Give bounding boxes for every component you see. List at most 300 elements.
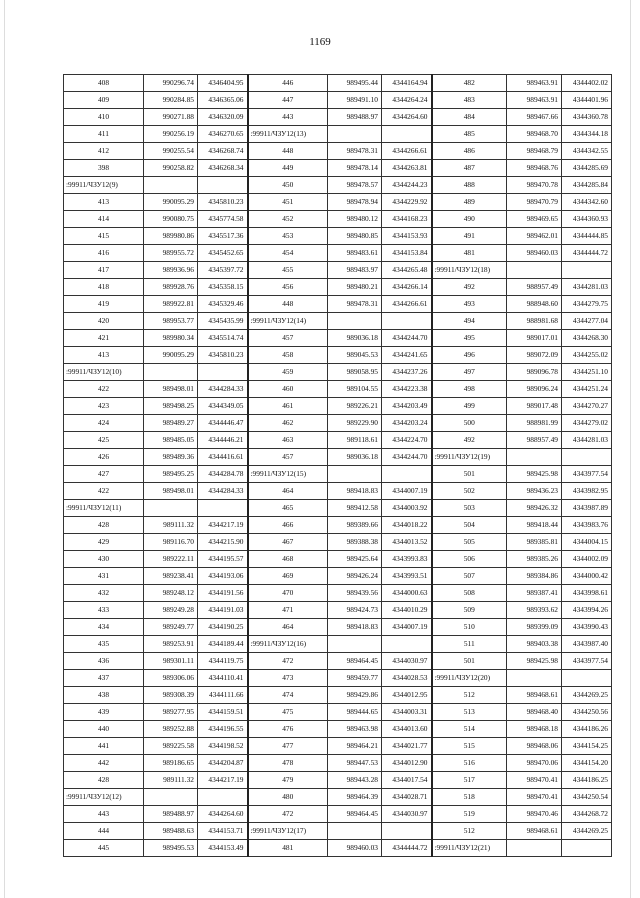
empty-cell — [144, 500, 198, 517]
x-coordinate-cell: 989462.01 — [507, 228, 562, 245]
y-coordinate-cell: 4344279.02 — [562, 415, 612, 432]
table-row — [64, 721, 612, 738]
parcel-title-cell: :99911/ЧЗУ12(15) — [248, 466, 328, 483]
y-coordinate-cell: 4344268.30 — [562, 330, 612, 347]
x-coordinate-cell: 988957.49 — [507, 432, 562, 449]
parcel-title-cell: :99911/ЧЗУ12(9) — [64, 177, 144, 194]
x-coordinate-cell: 989229.90 — [328, 415, 382, 432]
table-row — [64, 415, 612, 432]
x-coordinate-cell: 989308.39 — [144, 687, 198, 704]
y-coordinate-cell: 4344250.56 — [562, 704, 612, 721]
x-coordinate-cell: 989045.53 — [328, 347, 382, 364]
x-coordinate-cell: 989104.55 — [328, 381, 382, 398]
y-coordinate-cell: 4343998.61 — [562, 585, 612, 602]
point-number-cell: 426 — [64, 449, 144, 466]
point-number-cell: 437 — [64, 670, 144, 687]
x-coordinate-cell: 989468.70 — [507, 126, 562, 143]
table-row — [64, 619, 612, 636]
point-number-cell: 467 — [248, 534, 328, 551]
point-number-cell: 489 — [432, 194, 507, 211]
x-coordinate-cell: 989480.12 — [328, 211, 382, 228]
point-number-cell: 436 — [64, 653, 144, 670]
table-row — [64, 738, 612, 755]
x-coordinate-cell: 989478.31 — [328, 143, 382, 160]
x-coordinate-cell: 989036.18 — [328, 330, 382, 347]
point-number-cell: 464 — [248, 619, 328, 636]
point-number-cell: 492 — [432, 432, 507, 449]
y-coordinate-cell: 4344030.97 — [382, 653, 432, 670]
y-coordinate-cell: 4344284.78 — [198, 466, 248, 483]
parcel-title-cell: :99911/ЧЗУ12(13) — [248, 126, 328, 143]
x-coordinate-cell: 989253.91 — [144, 636, 198, 653]
point-number-cell: 428 — [64, 772, 144, 789]
empty-cell — [144, 177, 198, 194]
x-coordinate-cell: 989489.27 — [144, 415, 198, 432]
table-row — [64, 449, 612, 466]
y-coordinate-cell: 4344003.92 — [382, 500, 432, 517]
point-number-cell: 418 — [64, 279, 144, 296]
point-number-cell: 516 — [432, 755, 507, 772]
point-number-cell: 480 — [248, 789, 328, 806]
point-number-cell: 454 — [248, 245, 328, 262]
empty-cell — [562, 670, 612, 687]
point-number-cell: 513 — [432, 704, 507, 721]
empty-cell — [382, 126, 432, 143]
y-coordinate-cell: 4344446.47 — [198, 415, 248, 432]
point-number-cell: 411 — [64, 126, 144, 143]
y-coordinate-cell: 4344198.52 — [198, 738, 248, 755]
point-number-cell: 440 — [64, 721, 144, 738]
x-coordinate-cell: 989096.24 — [507, 381, 562, 398]
table-row — [64, 568, 612, 585]
y-coordinate-cell: 4344268.72 — [562, 806, 612, 823]
x-coordinate-cell: 989464.39 — [328, 789, 382, 806]
empty-cell — [198, 364, 248, 381]
point-number-cell: 442 — [64, 755, 144, 772]
y-coordinate-cell: 4344002.09 — [562, 551, 612, 568]
y-coordinate-cell: 4344402.02 — [562, 75, 612, 92]
y-coordinate-cell: 4344186.26 — [562, 721, 612, 738]
point-number-cell: 420 — [64, 313, 144, 330]
point-number-cell: 457 — [248, 330, 328, 347]
point-number-cell: 472 — [248, 653, 328, 670]
empty-cell — [382, 313, 432, 330]
parcel-title-cell: :99911/ЧЗУ12(11) — [64, 500, 144, 517]
point-number-cell: 451 — [248, 194, 328, 211]
point-number-cell: 435 — [64, 636, 144, 653]
y-coordinate-cell: 4344444.85 — [562, 228, 612, 245]
x-coordinate-cell: 990256.19 — [144, 126, 198, 143]
x-coordinate-cell: 989249.77 — [144, 619, 198, 636]
point-number-cell: 423 — [64, 398, 144, 415]
y-coordinate-cell: 4344342.55 — [562, 143, 612, 160]
x-coordinate-cell: 989118.61 — [328, 432, 382, 449]
y-coordinate-cell: 4344360.78 — [562, 109, 612, 126]
x-coordinate-cell: 988981.99 — [507, 415, 562, 432]
point-number-cell: 439 — [64, 704, 144, 721]
point-number-cell: 499 — [432, 398, 507, 415]
coordinates-table — [63, 74, 612, 857]
x-coordinate-cell: 989485.05 — [144, 432, 198, 449]
point-number-cell: 482 — [432, 75, 507, 92]
table-row — [64, 398, 612, 415]
point-number-cell: 449 — [248, 160, 328, 177]
parcel-title-cell: :99911/ЧЗУ12(21) — [432, 840, 507, 857]
empty-cell — [507, 449, 562, 466]
y-coordinate-cell: 4344004.15 — [562, 534, 612, 551]
x-coordinate-cell: 989389.66 — [328, 517, 382, 534]
point-number-cell: 428 — [64, 517, 144, 534]
y-coordinate-cell: 4344195.57 — [198, 551, 248, 568]
x-coordinate-cell: 989928.76 — [144, 279, 198, 296]
y-coordinate-cell: 4344000.42 — [562, 568, 612, 585]
y-coordinate-cell: 4343990.43 — [562, 619, 612, 636]
x-coordinate-cell: 989439.56 — [328, 585, 382, 602]
x-coordinate-cell: 989403.38 — [507, 636, 562, 653]
x-coordinate-cell: 990296.74 — [144, 75, 198, 92]
y-coordinate-cell: 4344007.19 — [382, 483, 432, 500]
x-coordinate-cell: 989429.86 — [328, 687, 382, 704]
point-number-cell: 486 — [432, 143, 507, 160]
y-coordinate-cell: 4346365.06 — [198, 92, 248, 109]
y-coordinate-cell: 4344266.61 — [382, 143, 432, 160]
x-coordinate-cell: 989463.98 — [328, 721, 382, 738]
table-row — [64, 211, 612, 228]
point-number-cell: 448 — [248, 296, 328, 313]
x-coordinate-cell: 989980.86 — [144, 228, 198, 245]
empty-cell — [507, 262, 562, 279]
x-coordinate-cell: 989116.70 — [144, 534, 198, 551]
x-coordinate-cell: 989436.23 — [507, 483, 562, 500]
x-coordinate-cell: 989478.94 — [328, 194, 382, 211]
x-coordinate-cell: 989460.03 — [328, 840, 382, 857]
empty-cell — [328, 636, 382, 653]
x-coordinate-cell: 989058.95 — [328, 364, 382, 381]
x-coordinate-cell: 989426.24 — [328, 568, 382, 585]
point-number-cell: 487 — [432, 160, 507, 177]
x-coordinate-cell: 988948.60 — [507, 296, 562, 313]
point-number-cell: 452 — [248, 211, 328, 228]
y-coordinate-cell: 4344018.22 — [382, 517, 432, 534]
y-coordinate-cell: 4344007.19 — [382, 619, 432, 636]
empty-cell — [144, 789, 198, 806]
point-number-cell: 506 — [432, 551, 507, 568]
x-coordinate-cell: 989412.58 — [328, 500, 382, 517]
table-row — [64, 466, 612, 483]
point-number-cell: 483 — [432, 92, 507, 109]
point-number-cell: 495 — [432, 330, 507, 347]
table-row — [64, 126, 612, 143]
point-number-cell: 416 — [64, 245, 144, 262]
x-coordinate-cell: 989248.12 — [144, 585, 198, 602]
x-coordinate-cell: 989922.81 — [144, 296, 198, 313]
y-coordinate-cell: 4345514.74 — [198, 330, 248, 347]
y-coordinate-cell: 4344028.71 — [382, 789, 432, 806]
point-number-cell: 443 — [64, 806, 144, 823]
x-coordinate-cell: 989387.41 — [507, 585, 562, 602]
table-row — [64, 602, 612, 619]
x-coordinate-cell: 989495.53 — [144, 840, 198, 857]
table-row — [64, 704, 612, 721]
point-number-cell: 509 — [432, 602, 507, 619]
x-coordinate-cell: 989468.18 — [507, 721, 562, 738]
y-coordinate-cell: 4344229.92 — [382, 194, 432, 211]
empty-cell — [562, 262, 612, 279]
table-row — [64, 330, 612, 347]
x-coordinate-cell: 989460.03 — [507, 245, 562, 262]
y-coordinate-cell: 4344277.04 — [562, 313, 612, 330]
parcel-title-cell: :99911/ЧЗУ12(19) — [432, 449, 507, 466]
y-coordinate-cell: 4344250.54 — [562, 789, 612, 806]
point-number-cell: 448 — [248, 143, 328, 160]
x-coordinate-cell: 989425.98 — [507, 653, 562, 670]
y-coordinate-cell: 4344269.25 — [562, 823, 612, 840]
y-coordinate-cell: 4344223.38 — [382, 381, 432, 398]
x-coordinate-cell: 989222.11 — [144, 551, 198, 568]
y-coordinate-cell: 4344285.69 — [562, 160, 612, 177]
x-coordinate-cell: 989464.45 — [328, 653, 382, 670]
y-coordinate-cell: 4344284.33 — [198, 483, 248, 500]
point-number-cell: 493 — [432, 296, 507, 313]
x-coordinate-cell: 989495.25 — [144, 466, 198, 483]
y-coordinate-cell: 4344342.60 — [562, 194, 612, 211]
y-coordinate-cell: 4344244.70 — [382, 330, 432, 347]
y-coordinate-cell: 4344265.48 — [382, 262, 432, 279]
point-number-cell: 478 — [248, 755, 328, 772]
x-coordinate-cell: 989444.65 — [328, 704, 382, 721]
table-row — [64, 670, 612, 687]
x-coordinate-cell: 989017.01 — [507, 330, 562, 347]
y-coordinate-cell: 4343987.40 — [562, 636, 612, 653]
x-coordinate-cell: 989467.66 — [507, 109, 562, 126]
point-number-cell: 458 — [248, 347, 328, 364]
y-coordinate-cell: 4344446.21 — [198, 432, 248, 449]
table-row — [64, 194, 612, 211]
point-number-cell: 497 — [432, 364, 507, 381]
point-number-cell: 443 — [248, 109, 328, 126]
point-number-cell: 459 — [248, 364, 328, 381]
x-coordinate-cell: 989498.01 — [144, 381, 198, 398]
point-number-cell: 453 — [248, 228, 328, 245]
y-coordinate-cell: 4344193.06 — [198, 568, 248, 585]
point-number-cell: 481 — [248, 840, 328, 857]
point-number-cell: 468 — [248, 551, 328, 568]
x-coordinate-cell: 989384.86 — [507, 568, 562, 585]
x-coordinate-cell: 989491.10 — [328, 92, 382, 109]
empty-cell — [562, 840, 612, 857]
x-coordinate-cell: 989464.21 — [328, 738, 382, 755]
table-row — [64, 160, 612, 177]
x-coordinate-cell: 989399.09 — [507, 619, 562, 636]
point-number-cell: 465 — [248, 500, 328, 517]
table-row — [64, 823, 612, 840]
table-row — [64, 381, 612, 398]
y-coordinate-cell: 4344153.71 — [198, 823, 248, 840]
point-number-cell: 519 — [432, 806, 507, 823]
y-coordinate-cell: 4344204.87 — [198, 755, 248, 772]
point-number-cell: 476 — [248, 721, 328, 738]
point-number-cell: 425 — [64, 432, 144, 449]
y-coordinate-cell: 4344154.25 — [562, 738, 612, 755]
y-coordinate-cell: 4346270.65 — [198, 126, 248, 143]
point-number-cell: 427 — [64, 466, 144, 483]
point-number-cell: 463 — [248, 432, 328, 449]
y-coordinate-cell: 4344444.72 — [562, 245, 612, 262]
x-coordinate-cell: 989443.28 — [328, 772, 382, 789]
x-coordinate-cell: 989424.73 — [328, 602, 382, 619]
table-row — [64, 687, 612, 704]
y-coordinate-cell: 4344269.25 — [562, 687, 612, 704]
table-row — [64, 517, 612, 534]
x-coordinate-cell: 990258.82 — [144, 160, 198, 177]
y-coordinate-cell: 4343987.89 — [562, 500, 612, 517]
point-number-cell: 491 — [432, 228, 507, 245]
x-coordinate-cell: 989470.78 — [507, 177, 562, 194]
y-coordinate-cell: 4344255.02 — [562, 347, 612, 364]
x-coordinate-cell: 989488.63 — [144, 823, 198, 840]
point-number-cell: 517 — [432, 772, 507, 789]
y-coordinate-cell: 4344444.72 — [382, 840, 432, 857]
point-number-cell: 475 — [248, 704, 328, 721]
table-row — [64, 840, 612, 857]
empty-cell — [198, 500, 248, 517]
x-coordinate-cell: 989470.06 — [507, 755, 562, 772]
x-coordinate-cell: 989036.18 — [328, 449, 382, 466]
point-number-cell: 430 — [64, 551, 144, 568]
point-number-cell: 460 — [248, 381, 328, 398]
x-coordinate-cell: 989498.01 — [144, 483, 198, 500]
x-coordinate-cell: 990284.85 — [144, 92, 198, 109]
y-coordinate-cell: 4344012.95 — [382, 687, 432, 704]
parcel-title-cell: :99911/ЧЗУ12(14) — [248, 313, 328, 330]
table-row — [64, 262, 612, 279]
point-number-cell: 473 — [248, 670, 328, 687]
y-coordinate-cell: 4344224.70 — [382, 432, 432, 449]
y-coordinate-cell: 4343994.26 — [562, 602, 612, 619]
y-coordinate-cell: 4344264.60 — [382, 109, 432, 126]
point-number-cell: 422 — [64, 381, 144, 398]
x-coordinate-cell: 989470.79 — [507, 194, 562, 211]
y-coordinate-cell: 4344285.84 — [562, 177, 612, 194]
x-coordinate-cell: 989468.06 — [507, 738, 562, 755]
scan-edge-left — [4, 0, 5, 898]
point-number-cell: 501 — [432, 466, 507, 483]
point-number-cell: 462 — [248, 415, 328, 432]
x-coordinate-cell: 989464.45 — [328, 806, 382, 823]
x-coordinate-cell: 989072.09 — [507, 347, 562, 364]
y-coordinate-cell: 4344241.65 — [382, 347, 432, 364]
y-coordinate-cell: 4345810.23 — [198, 347, 248, 364]
x-coordinate-cell: 989478.31 — [328, 296, 382, 313]
point-number-cell: 429 — [64, 534, 144, 551]
empty-cell — [507, 670, 562, 687]
point-number-cell: 512 — [432, 687, 507, 704]
point-number-cell: 490 — [432, 211, 507, 228]
point-number-cell: 441 — [64, 738, 144, 755]
table-row — [64, 585, 612, 602]
x-coordinate-cell: 989385.26 — [507, 551, 562, 568]
point-number-cell: 456 — [248, 279, 328, 296]
y-coordinate-cell: 4344153.93 — [382, 228, 432, 245]
point-number-cell: 446 — [248, 75, 328, 92]
y-coordinate-cell: 4344360.93 — [562, 211, 612, 228]
table-row — [64, 806, 612, 823]
point-number-cell: 498 — [432, 381, 507, 398]
point-number-cell: 471 — [248, 602, 328, 619]
table-row — [64, 772, 612, 789]
table-row — [64, 143, 612, 160]
scan-edge-right — [630, 0, 631, 898]
y-coordinate-cell: 4343977.54 — [562, 466, 612, 483]
x-coordinate-cell: 989426.32 — [507, 500, 562, 517]
y-coordinate-cell: 4344284.33 — [198, 381, 248, 398]
table-row — [64, 551, 612, 568]
x-coordinate-cell: 989980.34 — [144, 330, 198, 347]
x-coordinate-cell: 989478.57 — [328, 177, 382, 194]
y-coordinate-cell: 4344215.90 — [198, 534, 248, 551]
table-row — [64, 296, 612, 313]
table-row — [64, 75, 612, 92]
point-number-cell: 472 — [248, 806, 328, 823]
x-coordinate-cell: 989495.44 — [328, 75, 382, 92]
parcel-title-cell: :99911/ЧЗУ12(10) — [64, 364, 144, 381]
x-coordinate-cell: 989463.91 — [507, 75, 562, 92]
y-coordinate-cell: 4345810.23 — [198, 194, 248, 211]
y-coordinate-cell: 4344028.53 — [382, 670, 432, 687]
y-coordinate-cell: 4344281.03 — [562, 279, 612, 296]
empty-cell — [198, 177, 248, 194]
point-number-cell: 492 — [432, 279, 507, 296]
point-number-cell: 477 — [248, 738, 328, 755]
y-coordinate-cell: 4343993.83 — [382, 551, 432, 568]
y-coordinate-cell: 4344013.52 — [382, 534, 432, 551]
table-row — [64, 789, 612, 806]
x-coordinate-cell: 989096.78 — [507, 364, 562, 381]
x-coordinate-cell: 989425.98 — [507, 466, 562, 483]
y-coordinate-cell: 4344244.23 — [382, 177, 432, 194]
y-coordinate-cell: 4344153.84 — [382, 245, 432, 262]
point-number-cell: 434 — [64, 619, 144, 636]
y-coordinate-cell: 4344111.66 — [198, 687, 248, 704]
table-row — [64, 364, 612, 381]
y-coordinate-cell: 4344344.18 — [562, 126, 612, 143]
x-coordinate-cell: 989252.88 — [144, 721, 198, 738]
table-row — [64, 92, 612, 109]
table-row — [64, 109, 612, 126]
empty-cell — [507, 840, 562, 857]
y-coordinate-cell: 4344217.19 — [198, 772, 248, 789]
x-coordinate-cell: 989459.77 — [328, 670, 382, 687]
x-coordinate-cell: 990255.54 — [144, 143, 198, 160]
x-coordinate-cell: 989418.83 — [328, 619, 382, 636]
y-coordinate-cell: 4344119.75 — [198, 653, 248, 670]
x-coordinate-cell: 989953.77 — [144, 313, 198, 330]
point-number-cell: 419 — [64, 296, 144, 313]
y-coordinate-cell: 4344270.27 — [562, 398, 612, 415]
point-number-cell: 507 — [432, 568, 507, 585]
x-coordinate-cell: 989111.32 — [144, 517, 198, 534]
point-number-cell: 421 — [64, 330, 144, 347]
x-coordinate-cell: 990080.75 — [144, 211, 198, 228]
y-coordinate-cell: 4344190.25 — [198, 619, 248, 636]
x-coordinate-cell: 989468.40 — [507, 704, 562, 721]
y-coordinate-cell: 4344264.24 — [382, 92, 432, 109]
point-number-cell: 408 — [64, 75, 144, 92]
y-coordinate-cell: 4344196.55 — [198, 721, 248, 738]
empty-cell — [382, 823, 432, 840]
x-coordinate-cell: 989186.65 — [144, 755, 198, 772]
y-coordinate-cell: 4344168.23 — [382, 211, 432, 228]
